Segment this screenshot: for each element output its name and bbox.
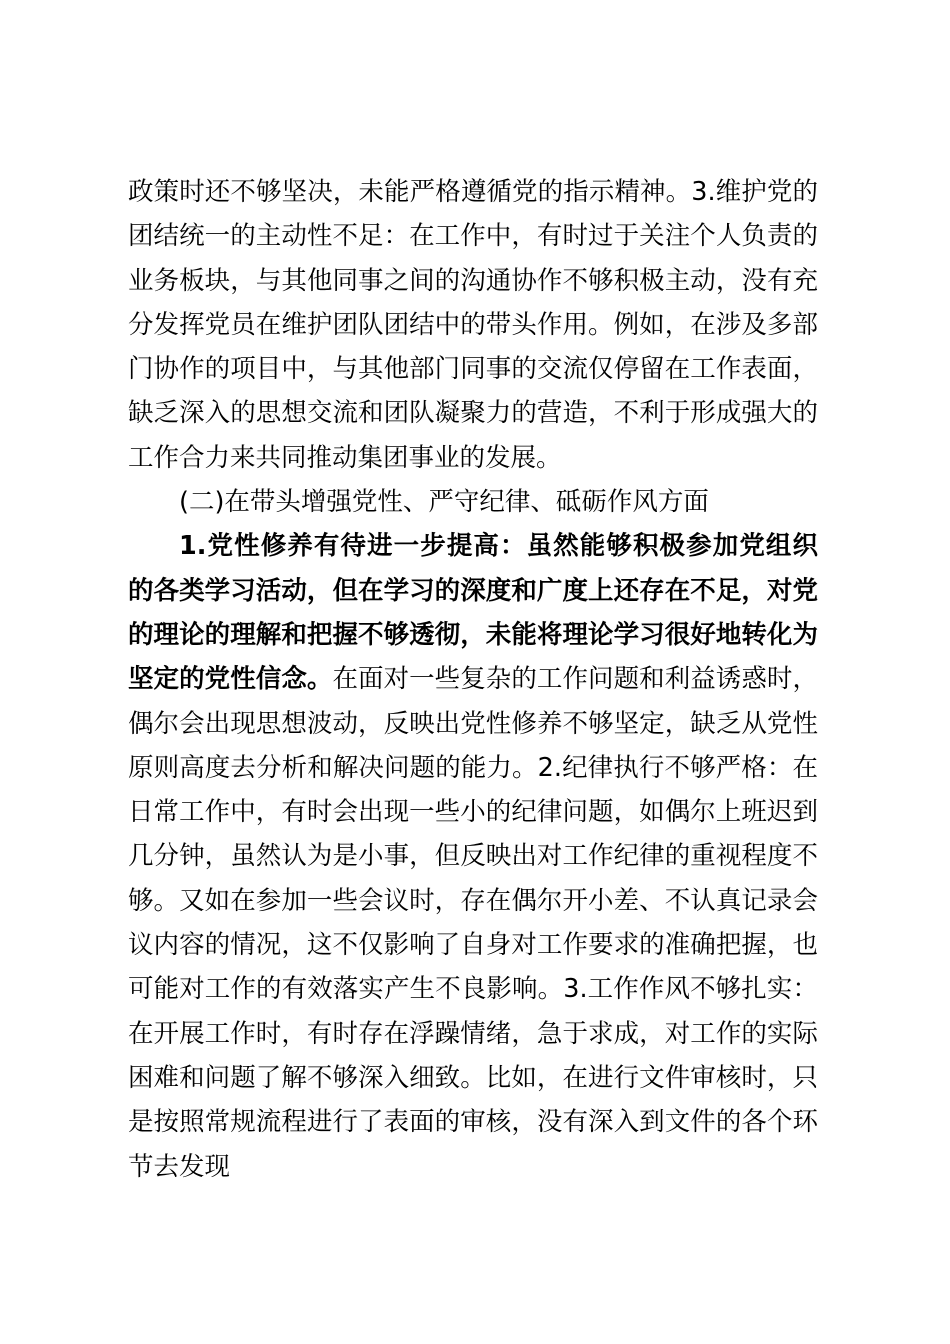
document-body: [128, 170, 818, 1189]
point-1-body: 在面对一些复杂的工作问题和利益诱惑时，偶尔会出现思想波动，反映出党性修养不够坚定，缺乏从党性原则高度去分析和解决问题的能力。2.纪律执行不够严格：在日常工作中，有时会出现一些小的纪律问题，如偶尔上班迟到几分钟，虽然认为是小事，但反映出对工作纪律的重视程度不够。又如在参加一些会议时，存在偶尔开小差、不认真记录会议内容的情况，这不仅影响了自身对工作要求的准确把握，也可能对工作的有效落实产生不良影响。3.工作作风不够扎实：在开展工作时，有时存在浮躁情绪，急于求成，对工作的实际困难和问题了解不够深入细致。比如，在进行文件审核时，只是按照常规流程进行了表面的审核，没有深入到文件的各个环节去发现: [128, 664, 818, 1182]
paragraph-point-1: [128, 524, 818, 1188]
section-heading: (二)在带头增强党性、严守纪律、砥砺作风方面: [179, 487, 709, 518]
paragraph-continuation: 政策时还不够坚决，未能严格遵循党的指示精神。3.维护党的团结统一的主动性不足：在工作中，有时过于关注个人负责的业务板块，与其他同事之间的沟通协作不够积极主动，没有充分发挥党员在维护团队团结中的带头作用。例如，在涉及多部门协作的项目中，与其他部门同事的交流仅停留在工作表面，缺乏深入的思想交流和团队凝聚力的营造，不利于形成强大的工作合力来共同推动集团事业的发展。: [128, 177, 818, 473]
point-1-bold-lead: 1.党性修养有待进一步提高：虽然能够积极参加党组织的各类学习活动，但在学习的深度和广度上还存在不足，对党的理论的理解和把握不够透彻，未能将理论学习很好地转化为坚定的党性信念。: [128, 531, 818, 695]
